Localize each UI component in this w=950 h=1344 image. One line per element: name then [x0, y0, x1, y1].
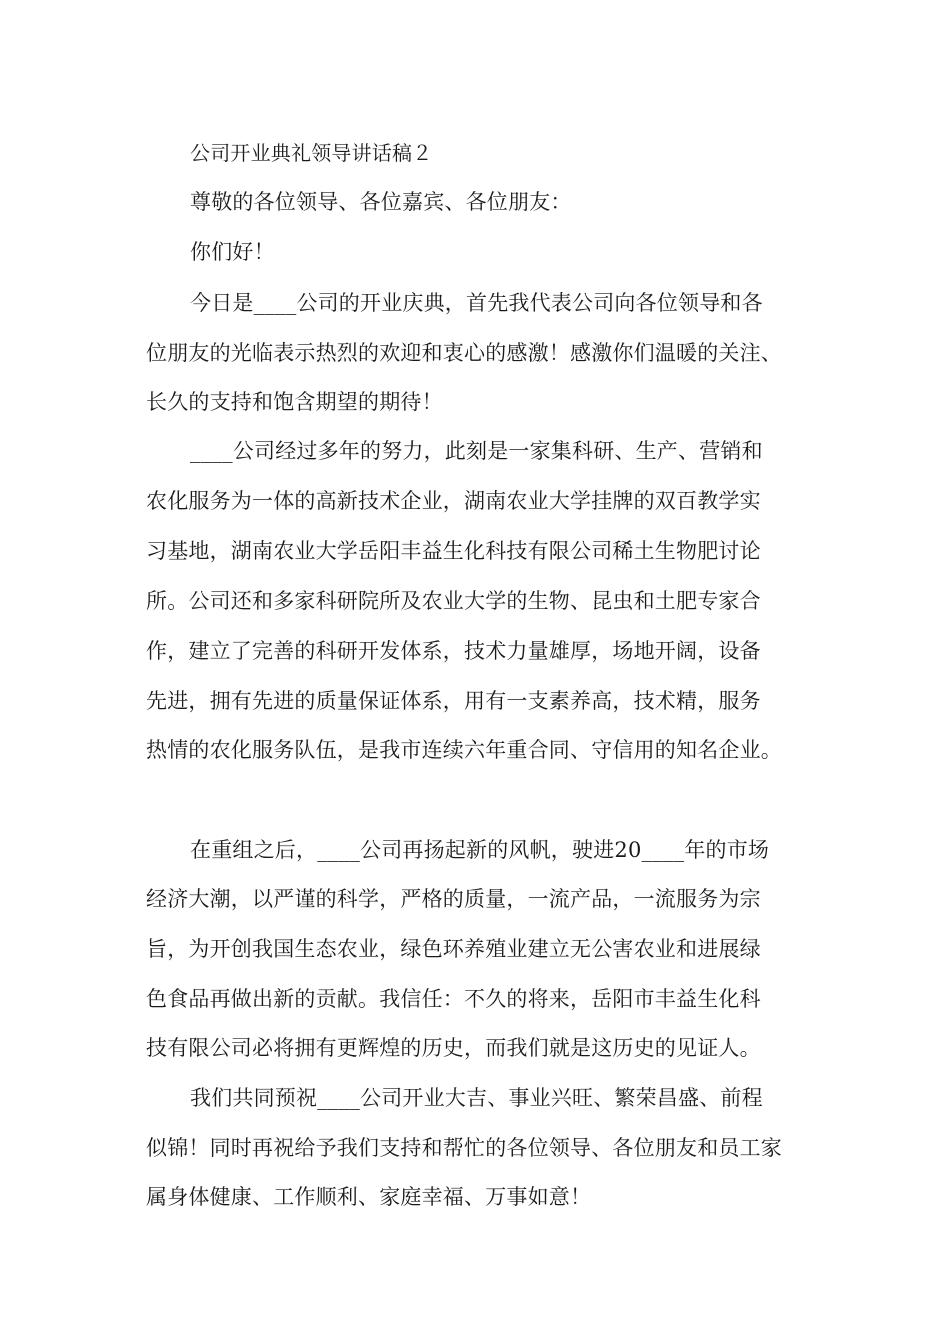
paragraph-line: 习基地，湖南农业大学岳阳丰益生化科技有限公司稀土生物肥讨论 — [146, 539, 761, 563]
paragraph-line: 长久的支持和饱含期望的期待！ — [146, 390, 443, 414]
paragraph-line: 位朋友的光临表示热烈的欢迎和衷心的感激！感激你们温暖的关注、 — [146, 341, 782, 365]
paragraph-line: 经济大潮，以严谨的科学，严格的质量，一流产品，一流服务为宗 — [146, 887, 761, 911]
paragraph-line: 似锦！同时再祝给予我们支持和帮忙的各位领导、各位朋友和员工家 — [146, 1136, 782, 1160]
page-title: 公司开业典礼领导讲话稿２ — [190, 141, 433, 165]
paragraph-line: 热情的农化服务队伍，是我市连续六年重合同、守信用的知名企业。 — [146, 738, 782, 762]
paragraph-line: 属身体健康、工作顺利、家庭幸福、万事如意！ — [146, 1185, 592, 1209]
paragraph-line: 技有限公司必将拥有更辉煌的历史，而我们就是这历史的见证人。 — [146, 1036, 761, 1060]
greeting: 你们好！ — [190, 240, 275, 264]
paragraph-line: ____公司经过多年的努力，此刻是一家集科研、生产、营销和 — [190, 439, 763, 463]
paragraph-line: 所。公司还和多家科研院所及农业大学的生物、昆虫和土肥专家合 — [146, 589, 761, 613]
salutation: 尊敬的各位领导、各位嘉宾、各位朋友： — [190, 190, 572, 214]
paragraph-line: 今日是____公司的开业庆典，首先我代表公司向各位领导和各 — [190, 291, 763, 315]
paragraph-line: 作，建立了完善的科研开发体系，技术力量雄厚，场地开阔，设备 — [146, 639, 761, 663]
paragraph-line: 在重组之后，____公司再扬起新的风帆，驶进20____年的市场 — [190, 838, 770, 862]
paragraph-line: 我们共同预祝____公司开业大吉、事业兴旺、繁荣昌盛、前程 — [190, 1086, 763, 1110]
paragraph-line: 色食品再做出新的贡献。我信任：不久的将来，岳阳市丰益生化科 — [146, 987, 761, 1011]
paragraph-line: 农化服务为一体的高新技术企业，湖南农业大学挂牌的双百教学实 — [146, 489, 761, 513]
paragraph-line: 旨，为开创我国生态农业，绿色环养殖业建立无公害农业和进展绿 — [146, 937, 761, 961]
paragraph-line: 先进，拥有先进的质量保证体系，用有一支素养高，技术精，服务 — [146, 689, 761, 713]
